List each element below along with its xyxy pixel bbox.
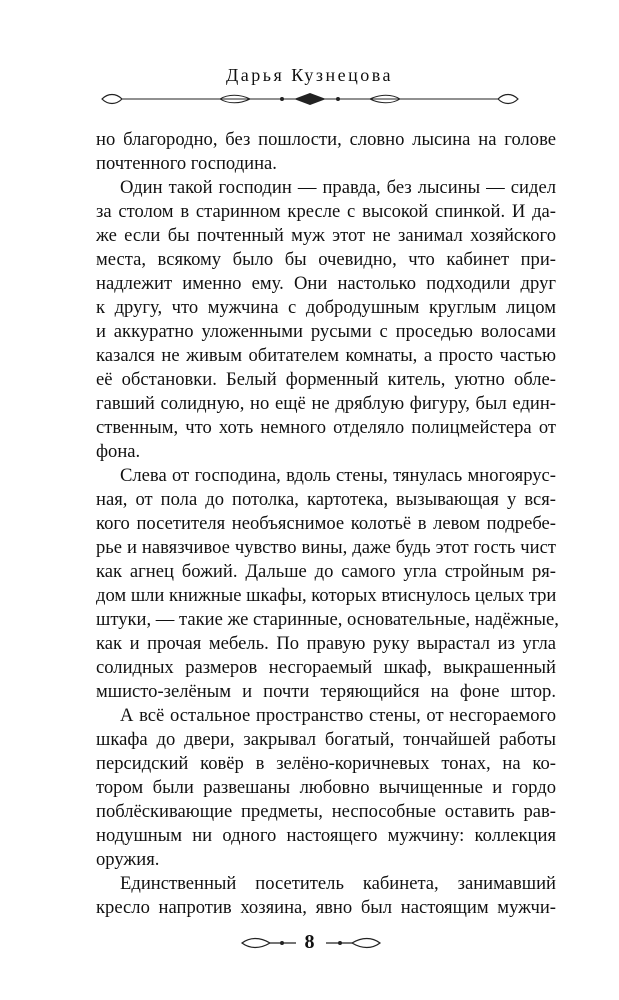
text-line: же если бы почтенный муж этот не занимал хозяйского (96, 225, 556, 246)
text-line: фона. (96, 441, 141, 462)
text-line: рье и навязчивое чувство вины, даже будь этот гость чист (96, 537, 556, 558)
text-line: её обстановки. Белый форменный китель, уютно обле- (96, 369, 556, 390)
text-line: Один такой господин — правда, без лысины — сидел (120, 177, 556, 198)
text-line: нодушным ни одного настоящего мужчину: коллекция (96, 825, 556, 846)
text-line: тором были развешаны любовно вычищенные и гордо (96, 777, 556, 798)
text-line: как и прочая мебель. По правую руку вырастал из угла (96, 633, 556, 654)
text-line: шкафа до двери, закрывал богатый, тончайшей работы (96, 729, 556, 750)
text-line: ная, от пола до потолка, картотека, вызывающая у вся- (96, 489, 556, 510)
text-line: солидных размеров несгораемый шкаф, выкрашенный (96, 657, 556, 678)
text-line: Единственный посетитель кабинета, занимавший (120, 873, 556, 894)
text-line: штуки, — такие же старинные, основательные, надёжные, (96, 609, 559, 630)
text-line: кого посетителя необъяснимое колотьё в левом подребе- (96, 513, 556, 534)
page-footer (0, 928, 619, 958)
text-line: казался не живым обитателем комнаты, а просто частью (96, 345, 556, 366)
text-line: и аккуратно уложенными русыми с проседью волосами (96, 321, 556, 342)
text-line: ственным, что хоть немного отделяло полицмейстера от (96, 417, 556, 438)
page-number: 8 (304, 931, 315, 953)
text-line: кресло напротив хозяина, явно был настоящим мужчи- (96, 897, 556, 918)
text-line: места, всякому было бы очевидно, что кабинет при- (96, 249, 556, 270)
header-ornament-icon (100, 92, 520, 106)
text-line: поблёскивающие предметы, неспособные оставить рав- (96, 801, 556, 822)
text-line: как агнец божий. Дальше до самого угла стройным ря- (96, 561, 556, 582)
text-line: мшисто-зелёным и почти теряющийся на фоне штор. (96, 681, 556, 702)
text-line: Слева от господина, вдоль стены, тянулась многоярус- (120, 465, 556, 486)
running-head-author: Дарья Кузнецова (225, 65, 394, 85)
text-line: но благородно, без пошлости, словно лысина на голове (96, 129, 556, 150)
text-line: за столом в старинном кресле с высокой спинкой. И да- (96, 201, 556, 222)
text-line: А всё остальное пространство стены, от несгораемого (120, 705, 556, 726)
text-line: надлежит именно ему. Они настолько подходили друг (96, 273, 556, 294)
footer-ornament-right-icon (322, 936, 382, 950)
text-line: персидский ковёр в зелёно-коричневых тонах, на ко- (96, 753, 556, 774)
text-line: оружия. (96, 849, 160, 870)
text-line: гавший солидную, но ещё не дряблую фигуру, был един- (96, 393, 556, 414)
text-line: почтенного господина. (96, 153, 277, 174)
text-line: дом шли книжные шкафы, которых втиснулось целых три (96, 585, 557, 606)
text-line: к другу, что мужчина с добродушным круглым лицом (96, 297, 556, 318)
